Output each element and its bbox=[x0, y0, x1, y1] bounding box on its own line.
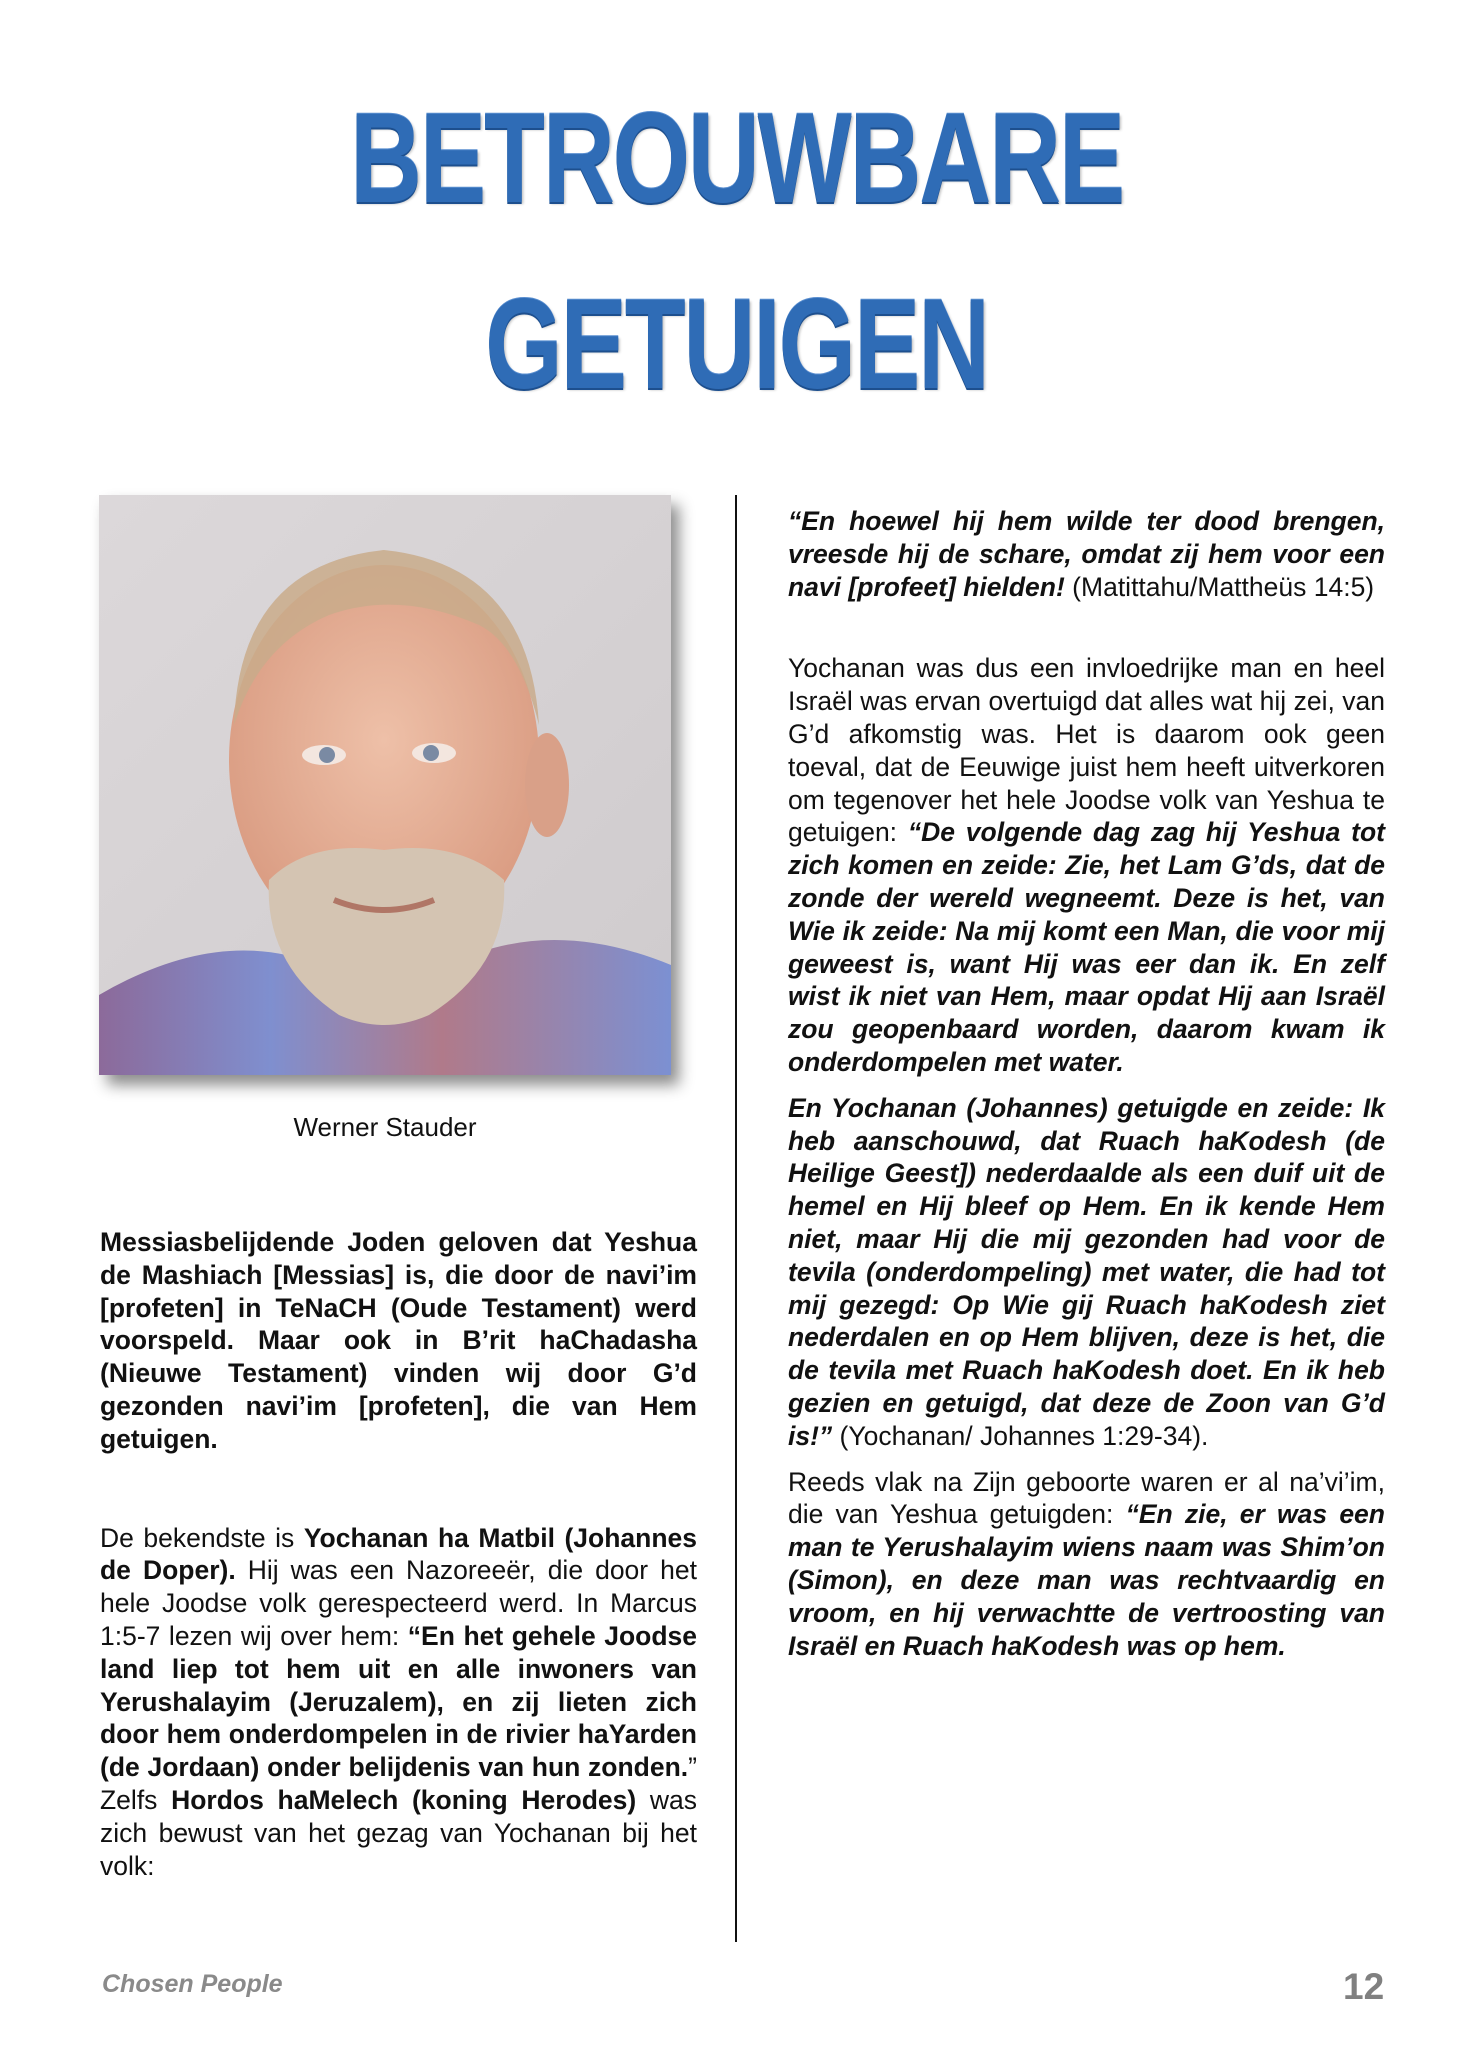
quote-matthew bbox=[788, 505, 1385, 603]
right-column bbox=[788, 505, 1385, 1662]
scripture-reference: (Matittahu/Mattheüs 14:5) bbox=[1064, 571, 1375, 602]
portrait-image-icon bbox=[99, 495, 671, 1075]
bold-italic-quote: “En hoewel hij hem wilde ter dood brengen, vreesde hij de schare, omdat zij hem voor een navi [profeet] hielden! bbox=[788, 506, 1385, 602]
paragraph-yochanan bbox=[100, 1522, 697, 1883]
portrait-photo bbox=[99, 495, 671, 1075]
left-column bbox=[100, 1226, 697, 1882]
paragraph-testimony bbox=[788, 1092, 1385, 1453]
scripture-reference: (Yochanan/ Johannes 1:29-34). bbox=[832, 1420, 1209, 1451]
text: Hij was een Nazoreeër, die door het hele Joodse volk gerespecteerd werd. In Marcus 1:5-7 lezen wij over hem: bbox=[100, 1555, 697, 1651]
text: De bekendste is bbox=[100, 1522, 304, 1553]
page-title-line-1: BETROUWBARE bbox=[350, 87, 1123, 230]
bold-italic-quote: “En zie, er was een man te Yerushalayim wiens naam was Shim’on (Simon), en deze man was rechtvaardig en vroom, en hij verwachtte de vertroosting van Israël en Ruach haKodesh was op hem. bbox=[788, 1499, 1385, 1661]
bold-quote: “En het gehele Joodse land liep tot hem uit en alle inwoners van Yerushalayim (Jeruzalem), en zij lieten zich door hem onderdompelen in de rivier haYarden (de Jordaan) onder belijdenis van hun zonden. bbox=[100, 1620, 697, 1783]
bold-italic-quote: “De volgende dag zag hij Yeshua tot zich komen en zeide: Zie, het Lam G’ds, dat de zonde der wereld wegneemt. Deze is het, van Wie ik zeide: Na mij komt een Man, die voor mij geweest is, want Hij was eer dan ik. En zelf wist ik niet van Hem, maar opdat Hij aan Israël zou geopenbaard worden, daarom kwam ik onderdompelen met water. bbox=[788, 817, 1386, 1077]
page-number: 12 bbox=[1343, 1966, 1385, 2007]
text: Yochanan was dus een invloedrijke man en heel Israël was ervan overtuigd dat alles wat hij zei, van G’d afkomstig was. Het is daarom ook geen toeval, dat de Eeuwige juist hem heeft uitverkoren om tegenover het hele Joodse volk van Yeshua te getuigen: bbox=[788, 653, 1385, 848]
column-divider bbox=[735, 495, 737, 1942]
paragraph-influence bbox=[788, 652, 1385, 1078]
text: ” Zelfs bbox=[100, 1752, 697, 1815]
page-title-line-2: GETUIGEN bbox=[485, 273, 988, 416]
text: was zich bewust van het gezag van Yochanan bij het volk: bbox=[100, 1784, 697, 1881]
photo-caption: Werner Stauder bbox=[293, 1112, 477, 1142]
intro-paragraph: Messiasbelijdende Joden geloven dat Yeshua de Mashiach [Messias] is, die door de navi’im [profeten] in TeNaCH (Oude Testament) werd voorspeld. Maar ook in B’rit haChadasha (Nieuwe Testament) vinden wij door G’d gezonden navi’im [profeten], die van Hem getuigen. bbox=[100, 1227, 697, 1454]
bold-italic-quote: En Yochanan (Johannes) getuigde en zeide: Ik heb aanschouwd, dat Ruach haKodesh (de Heilige Geest]) nederdaalde als een duif uit de hemel en Hij bleef op Hem. En ik kende Hem niet, maar Hij die mij gezonden had voor de tevila (onderdompeling) met water, die had tot mij gezegd: Op Wie gij Ruach haKodesh ziet nederdalen en op Hem blijven, deze is het, die de tevila met Ruach haKodesh doet. En ik heb gezien en getuigd, dat deze de Zoon van G’d is!” bbox=[788, 1092, 1385, 1451]
footer-publication-name: Chosen People bbox=[102, 1970, 283, 1998]
bold-text: Yochanan ha Matbil (Johannes de Doper). bbox=[100, 1522, 697, 1586]
text: Reeds vlak na Zijn geboorte waren er al na’vi’im, die van Yeshua getuigden: bbox=[788, 1466, 1385, 1530]
bold-text: Hordos haMelech (koning Herodes) bbox=[171, 1784, 637, 1815]
paragraph-shimon bbox=[788, 1466, 1385, 1663]
